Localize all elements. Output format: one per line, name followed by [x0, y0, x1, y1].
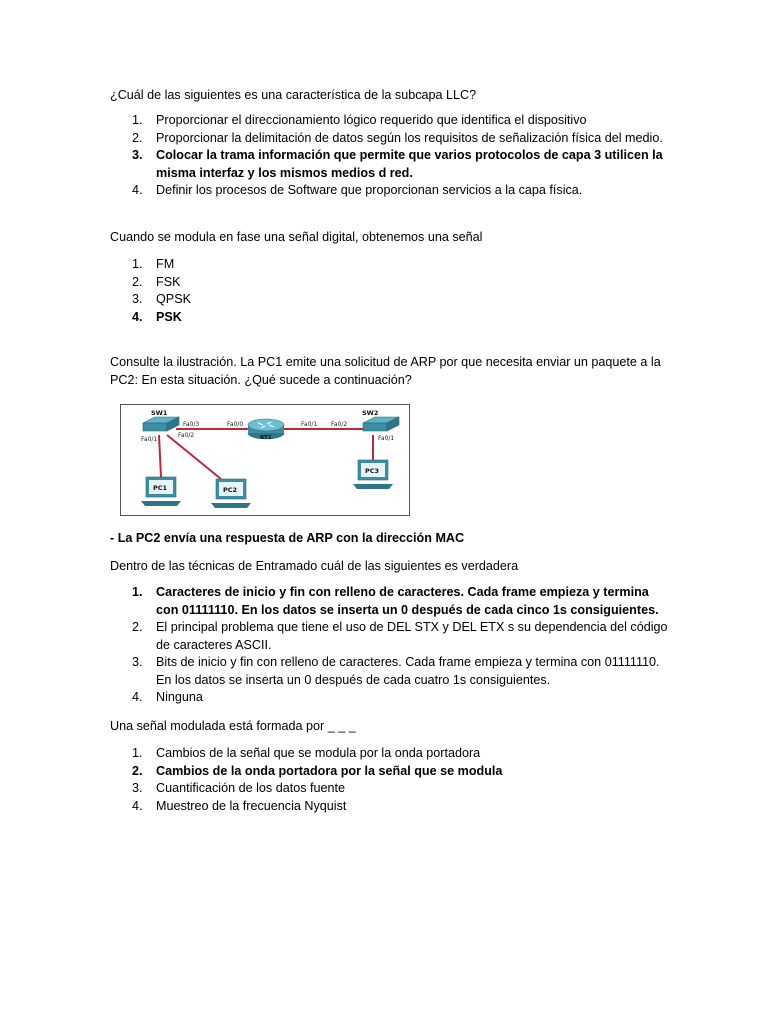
option-item-correct: 4. PSK — [132, 309, 182, 324]
option-text: Caracteres de inicio y fin con relleno de caracteres. Cada frame empieza y termina con 01111110. En los datos se inserta un 0 después de cada cinco 1s consiguientes. — [156, 585, 659, 617]
option-item: 3. QPSK — [132, 292, 191, 306]
pc2-label: PC2 — [223, 486, 238, 494]
option-item: 1. FM — [132, 257, 175, 271]
port-label: Fa0/2 — [331, 421, 348, 428]
link-sw1-pc1 — [159, 435, 161, 477]
sw1-label: SW1 — [151, 409, 168, 417]
pc1-label: PC1 — [153, 484, 168, 492]
option-item: 3. Bits de inicio y fin con relleno de caracteres. Cada frame empieza y termina con 01111110. En los datos se inserta un 0 después de cada cuatro 1s consiguientes. — [132, 655, 660, 687]
network-diagram-svg — [121, 405, 409, 515]
option-item-correct: 2. Cambios de la onda portadora por la señal que se modula — [132, 763, 503, 778]
option-item: 2. Proporcionar la delimitación de datos según los requisitos de señalización física del medio. — [132, 130, 663, 145]
option-text: Cambios de la onda portadora por la señal que se modula — [156, 763, 503, 778]
question-5: Una señal modulada está formada por _ _ _ — [110, 719, 356, 733]
switch-icon — [363, 417, 399, 431]
option-item: 2. El principal problema que tiene el uso de DEL STX y DEL ETX s su dependencia del código de caracteres ASCII. — [132, 620, 668, 652]
port-label: Fa0/1 — [141, 436, 158, 443]
port-label: Fa0/0 — [227, 421, 244, 428]
question-3-answer: - La PC2 envía una respuesta de ARP con la dirección MAC — [110, 531, 465, 545]
option-text: QPSK — [156, 292, 191, 306]
option-item: 4. Ninguna — [132, 690, 203, 704]
port-label: Fa0/1 — [378, 435, 395, 442]
option-item: 1. Cambios de la señal que se modula por la onda portadora — [132, 746, 481, 760]
sw2-label: SW2 — [362, 409, 379, 417]
option-item-correct: 1. Caracteres de inicio y fin con relleno de caracteres. Cada frame empieza y termina con 01111110. En los datos se inserta un 0 después de cada cinco 1s consiguientes. — [132, 585, 659, 617]
question-5-options — [110, 745, 670, 815]
pc3-label: PC3 — [365, 467, 380, 475]
link-sw1-pc2 — [167, 435, 221, 479]
option-item: 1. Proporcionar el direccionamiento lógico requerido que identifica el dispositivo — [132, 113, 587, 127]
option-text: Bits de inicio y fin con relleno de caracteres. Cada frame empieza y termina con 01111110. En los datos se inserta un 0 después de cada cuatro 1s consiguientes. — [156, 655, 660, 687]
question-4: Dentro de las técnicas de Entramado cuál de las siguientes es verdadera — [110, 559, 519, 573]
option-item: 2. FSK — [132, 274, 181, 289]
option-text: Definir los procesos de Software que proporcionan servicios a la capa física. — [156, 183, 583, 197]
port-label: Fa0/3 — [183, 421, 200, 428]
option-text: Cambios de la señal que se modula por la onda portadora — [156, 746, 481, 760]
rt1-label: RT1 — [260, 435, 272, 441]
option-text: FM — [156, 257, 175, 271]
port-label: Fa0/2 — [178, 432, 195, 439]
question-1-options — [110, 112, 670, 200]
option-text: Proporcionar el direccionamiento lógico requerido que identifica el dispositivo — [156, 113, 587, 127]
option-text: El principal problema que tiene el uso de DEL STX y DEL ETX s su dependencia del código de caracteres ASCII. — [156, 620, 668, 652]
question-3: Consulte la ilustración. La PC1 emite una solicitud de ARP por que necesita enviar un paquete a la PC2: En esta situación. ¿Qué sucede a continuación? — [110, 355, 661, 387]
option-text: Colocar la trama información que permite que varios protocolos de capa 3 utilicen la misma interfaz y los mismos medios d red. — [156, 148, 663, 180]
option-item-correct: 3. Colocar la trama información que permite que varios protocolos de capa 3 utilicen la misma interfaz y los mismos medios d red. — [132, 148, 663, 180]
option-item: 3. Cuantificación de los datos fuente — [132, 781, 346, 795]
option-item: 4. Muestreo de la frecuencia Nyquist — [132, 798, 347, 813]
question-4-options — [110, 584, 670, 707]
option-text: Muestreo de la frecuencia Nyquist — [156, 798, 347, 813]
port-label: Fa0/1 — [301, 421, 318, 428]
question-2-options — [110, 256, 670, 326]
option-item: 4. Definir los procesos de Software que proporcionan servicios a la capa física. — [132, 183, 583, 197]
option-text: Ninguna — [156, 690, 203, 704]
option-text: PSK — [156, 309, 182, 324]
option-text: FSK — [156, 274, 181, 289]
option-text: Cuantificación de los datos fuente — [156, 781, 346, 795]
question-2: Cuando se modula en fase una señal digital, obtenemos una señal — [110, 230, 483, 244]
network-diagram — [120, 404, 410, 516]
option-text: Proporcionar la delimitación de datos según los requisitos de señalización física del medio. — [156, 130, 663, 145]
switch-icon — [143, 417, 179, 431]
question-1: ¿Cuál de las siguientes es una característica de la subcapa LLC? — [110, 88, 477, 102]
